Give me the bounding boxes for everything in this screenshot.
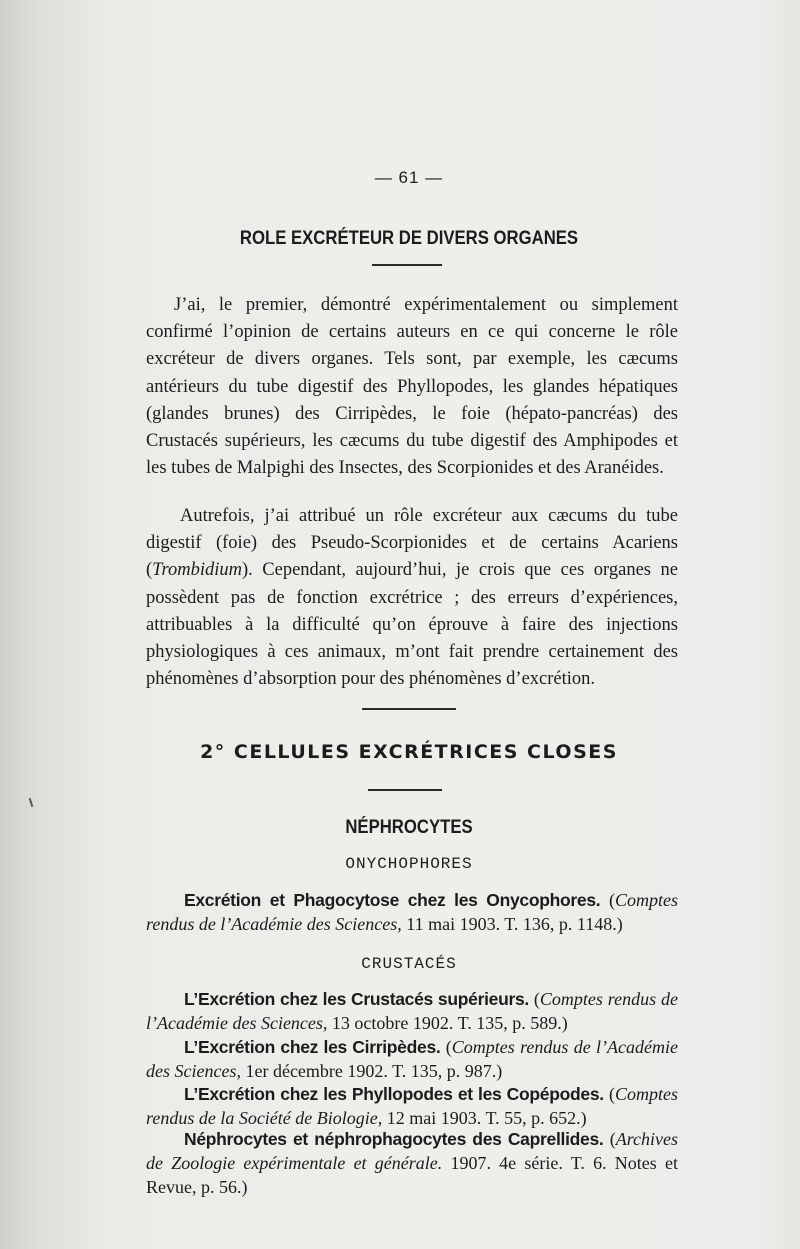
reference-details: 12 mai 1903. T. 55, p. 652.) xyxy=(382,1108,587,1128)
group-heading-crustaces: CRUSTACÉS xyxy=(361,955,457,973)
section-separator-rule xyxy=(362,708,456,710)
reference-details: 13 octobre 1902. T. 135, p. 589.) xyxy=(327,1013,568,1033)
heading-rule xyxy=(368,789,442,791)
reference-source: Comptes rendus de l’Académie des Sciences, xyxy=(146,1037,679,1081)
reference-details: 1er décembre 1902. T. 135, p. 987.) xyxy=(240,1061,503,1081)
paragraph-2-end: ). Cependant, aujourd’hui, je crois que ces organes ne possèdent pas de fonction excrétrice ; des erreurs d’expériences, attribuables à la difficulté qu’on éprouve à faire des injections physiologiques à ces animaux, m’ont fait prendre certainement des phénomènes d’absorption pour des phénomènes d’excrétion. xyxy=(146,560,678,690)
reference-open: ( xyxy=(440,1037,452,1057)
reference-source: Archives de Zoologie expérimentale et générale. xyxy=(146,1129,679,1173)
reference-source: Comptes rendus de l’Académie des Sciences, xyxy=(146,890,678,934)
margin-mark xyxy=(29,798,34,807)
reference-open: ( xyxy=(600,890,615,910)
reference-item xyxy=(146,1082,678,1130)
reference-open: ( xyxy=(603,1129,616,1149)
reference-source: Comptes rendus de la Société de Biologie, xyxy=(146,1084,678,1128)
reference-item xyxy=(146,1127,678,1199)
paragraph-2-start: Autrefois, j’ai attribué un rôle excréteur aux cæcums du tube digestif (foie) des Pseudo-Scorpionides et de certains Acariens ( xyxy=(146,506,678,581)
reference-item xyxy=(146,987,678,1035)
reference-source: Comptes rendus de l’Académie des Sciences, xyxy=(146,989,679,1033)
reference-details: 1907. 4e série. T. 6. Notes et Revue, p. 56.) xyxy=(146,1153,678,1197)
title-rule xyxy=(372,264,442,266)
reference-details: 11 mai 1903. T. 136, p. 1148.) xyxy=(401,914,623,934)
group-heading-onychophores: ONYCHOPHORES xyxy=(345,855,473,873)
paragraph-2 xyxy=(146,503,678,693)
reference-item xyxy=(146,888,678,936)
reference-title: Néphrocytes et néphrophagocytes des Caprellides. xyxy=(184,1129,604,1149)
paragraph-1: J’ai, le premier, démontré expérimentalement ou simplement confirmé l’opinion de certains auteurs en ce qui concerne le rôle excréteur de divers organes. Tels sont, par exemple, les cæcums antérieurs du tube digestif des Phyllopodes, les glandes hépatiques (glandes brunes) des Cirripèdes, le foie (hépato-pancréas) des Crustacés supérieurs, les cæcums du tube digestif des Amphipodes et les tubes de Malpighi des Insectes, des Scorpionides et des Aranéides. xyxy=(146,295,678,479)
section-title-cellules: 2° CELLULES EXCRÉTRICES CLOSES xyxy=(200,741,618,763)
reference-item xyxy=(146,1035,678,1083)
subsection-title-nephrocytes: NÉPHROCYTES xyxy=(345,817,473,838)
section-title-excreteur: ROLE EXCRÉTEUR DE DIVERS ORGANES xyxy=(239,228,579,249)
reference-open: ( xyxy=(603,1084,615,1104)
reference-title: L’Excrétion chez les Crustacés supérieurs. xyxy=(184,989,529,1009)
reference-title: L’Excrétion chez les Phyllopodes et les Copépodes. xyxy=(184,1084,604,1104)
paragraph-2-species: Trombidium xyxy=(152,560,242,581)
page-number: — 61 — xyxy=(374,168,444,187)
reference-open: ( xyxy=(528,989,540,1009)
reference-title: Excrétion et Phagocytose chez les Onycophores. xyxy=(184,890,601,910)
reference-title: L’Excrétion chez les Cirripèdes. xyxy=(184,1037,441,1057)
